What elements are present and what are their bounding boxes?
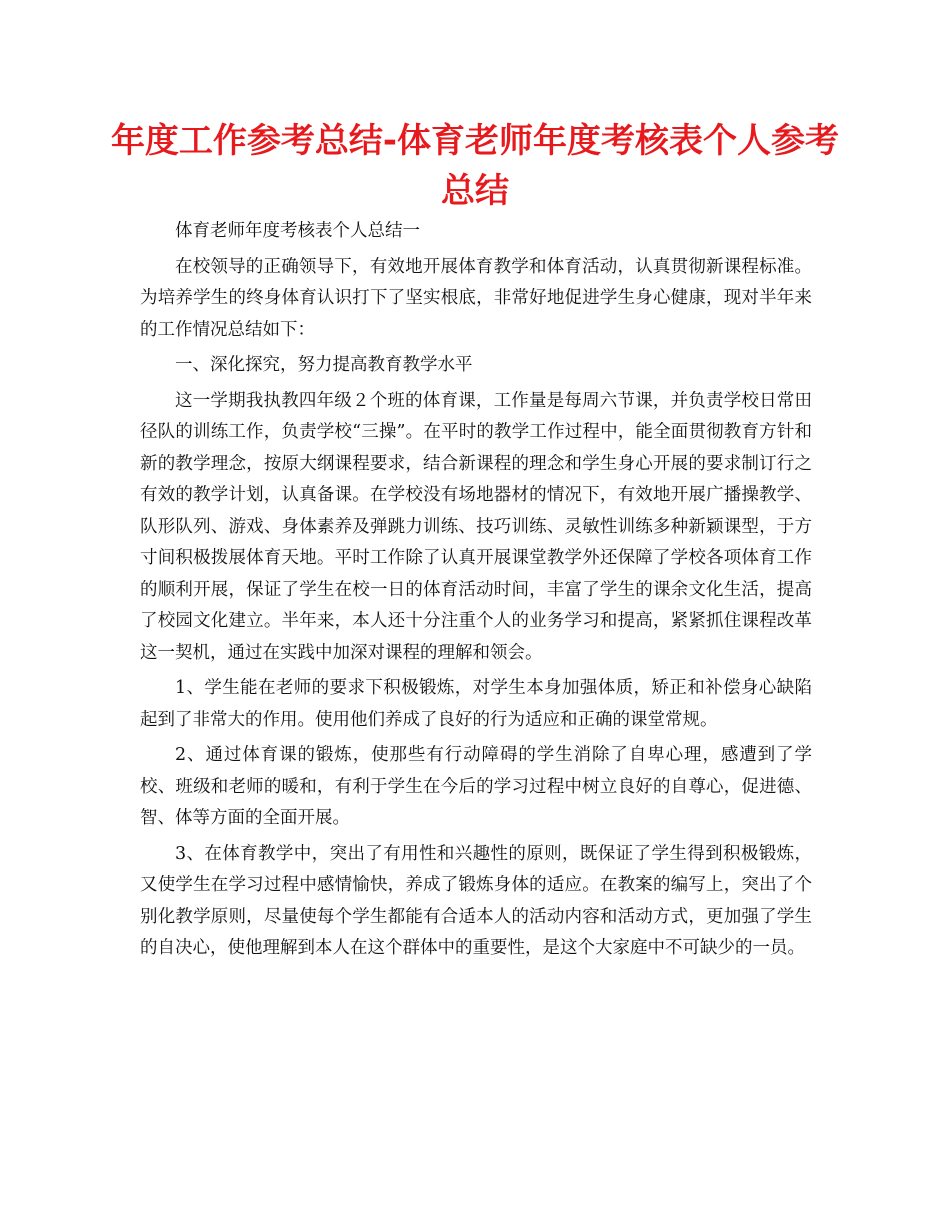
section-heading: 一、深化探究，努力提高教育教学水平 (175, 355, 473, 375)
document-body (140, 216, 812, 969)
section-heading: 体育老师年度考核表个人总结一 (175, 221, 420, 241)
paragraph-point-2: 2、通过体育课的锻炼，使那些有行动障碍的学生消除了自卑心理，感遭到了学校、班级和老师的暖和，有利于学生在今后的学习过程中树立良好的自尊心，促进德、智、体等方面的全面开展。 (140, 745, 812, 828)
paragraph-main: 这一学期我执教四年级２个班的体育课，工作量是每周六节课，并负责学校日常田径队的训练工作，负责学校“三操”。在平时的教学工作过程中，能全面贯彻教育方针和新的教学理念，按原大纲课程要求，结合新课程的理念和学生身心开展的要求制订行之有效的教学计划，认真备课。在学校没有场地器材的情况下，有效地开展广播操教学、队形队列、游戏、身体素养及弹跳力训练、技巧训练、灵敏性训练多种新颖课型，于方寸间积极拨展体育天地。平时工作除了认真开展课堂教学外还保障了学校各项体育工作的顺利开展，保证了学生在校一日的体育活动时间，丰富了学生的课余文化生活，提高了校园文化建立。半年来，本人还十分注重个人的业务学习和提高，紧紧抓住课程改革这一契机，通过在实践中加深对课程的理解和领会。 (140, 390, 812, 663)
paragraph-point-1: 1、学生能在老师的要求下积极锻炼，对学生本身加强体质，矫正和补偿身心缺陷起到了非常大的作用。使用他们养成了良好的行为适应和正确的课堂常规。 (140, 678, 812, 730)
document-title: 年度工作参考总结-体育老师年度考核表个人参考总结 (110, 121, 840, 211)
paragraph-point-3: 3、在体育教学中，突出了有用性和兴趣性的原则，既保证了学生得到积极锻炼，又使学生在学习过程中感情愉快，养成了锻炼身体的适应。在教案的编写上，突出了个别化教学原则，尽量使每个学生都能有合适本人的活动内容和活动方式，更加强了学生的自决心，使他理解到本人在这个群体中的重要性，是这个大家庭中不可缺少的一员。 (140, 843, 812, 958)
paragraph-intro: 在校领导的正确领导下，有效地开展体育教学和体育活动，认真贯彻新课程标准。为培养学生的终身体育认识打下了坚实根底，非常好地促进学生身心健康，现对半年来的工作情况总结如下： (140, 256, 812, 340)
